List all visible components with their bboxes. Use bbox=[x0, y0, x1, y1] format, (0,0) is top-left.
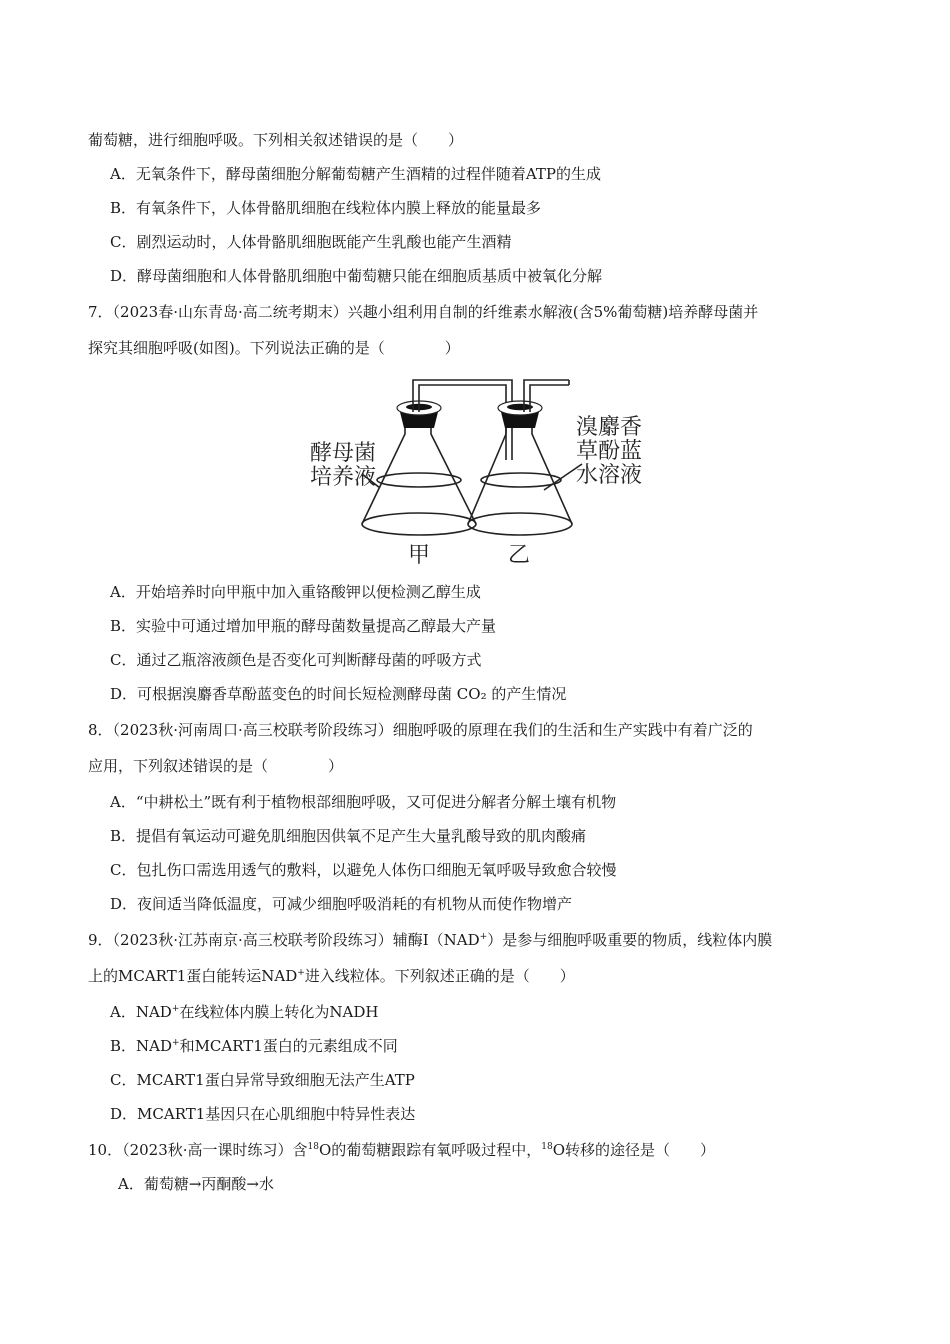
exhaust-tube-inner bbox=[530, 385, 569, 388]
q6-option-a: A．无氧条件下，酵母菌细胞分解葡萄糖产生酒精的过程伴随着ATP的生成 bbox=[110, 165, 601, 183]
q6-option-b: B．有氧条件下，人体骨骼肌细胞在线粒体内膜上释放的能量最多 bbox=[110, 199, 542, 217]
question-8-line-1: 8．（2023秋·河南周口·高三校联考阶段练习）细胞呼吸的原理在我们的生活和生产实践中有着广泛的 bbox=[88, 721, 753, 739]
q8-option-a: A．“中耕松土”既有利于植物根部细胞呼吸，又可促进分解者分解土壤有机物 bbox=[110, 793, 617, 811]
yeast-flask-diagram bbox=[300, 372, 660, 572]
flask-yi-liquid bbox=[481, 473, 561, 487]
flask-jia-body bbox=[362, 426, 476, 524]
question-8-line-2: 应用，下列叙述错误的是（ ） bbox=[88, 757, 344, 775]
q6-option-d: D．酵母菌细胞和人体骨骼肌细胞中葡萄糖只能在细胞质基质中被氧化分解 bbox=[110, 267, 603, 285]
q9-option-b: B．NAD+和MCART1蛋白的元素组成不同 bbox=[110, 1037, 398, 1055]
label-indicator-3: 水溶液 bbox=[576, 463, 643, 488]
q9-option-d: D．MCART1基因只在心肌细胞中特异性表达 bbox=[110, 1105, 416, 1123]
label-yeast-culture-1: 酵母菌 bbox=[310, 441, 377, 466]
question-9-line-1: 9．（2023秋·江苏南京·高三校联考阶段练习）辅酶Ⅰ（NAD+）是参与细胞呼吸重要的物质，线粒体内膜 bbox=[88, 931, 773, 949]
q8-option-d: D．夜间适当降低温度，可减少细胞呼吸消耗的有机物从而使作物增产 bbox=[110, 895, 573, 913]
question-6-stem: 葡萄糖，进行细胞呼吸。下列相关叙述错误的是（ ） bbox=[88, 131, 464, 149]
label-indicator-1: 溴麝香 bbox=[576, 415, 643, 440]
label-flask-yi: 乙 bbox=[508, 543, 531, 568]
flask-jia-base bbox=[362, 513, 476, 535]
q9-option-a: A．NAD+在线粒体内膜上转化为NADH bbox=[110, 1003, 379, 1021]
flask-yi-body bbox=[468, 426, 572, 524]
q10-option-a: A．葡萄糖→丙酮酸→水 bbox=[118, 1175, 274, 1193]
q9-option-c: C．MCART1蛋白异常导致细胞无法产生ATP bbox=[110, 1071, 415, 1089]
label-indicator-2: 草酚蓝 bbox=[576, 439, 643, 464]
q8-option-b: B．提倡有氧运动可避免肌细胞因供氧不足产生大量乳酸导致的肌肉酸痛 bbox=[110, 827, 587, 845]
flask-jia-liquid bbox=[377, 473, 461, 487]
question-7-line-2: 探究其细胞呼吸(如图)。下列说法正确的是（ ） bbox=[88, 339, 460, 357]
q7-option-d: D．可根据溴麝香草酚蓝变色的时间长短检测酵母菌 CO₂ 的产生情况 bbox=[110, 685, 567, 703]
label-yeast-culture-2: 培养液 bbox=[310, 465, 377, 490]
q7-option-b: B．实验中可通过增加甲瓶的酵母菌数量提高乙醇最大产量 bbox=[110, 617, 497, 635]
question-7-line-1: 7．（2023春·山东青岛·高二统考期末）兴趣小组利用自制的纤维素水解液(含5%葡萄糖)培养酵母菌并 bbox=[88, 303, 759, 321]
q8-option-c: C．包扎伤口需选用透气的敷料，以避免人体伤口细胞无氧呼吸导致愈合较慢 bbox=[110, 861, 617, 879]
q7-option-a: A．开始培养时向甲瓶中加入重铬酸钾以便检测乙醇生成 bbox=[110, 583, 481, 601]
question-9-line-2: 上的MCART1蛋白能转运NAD+进入线粒体。下列叙述正确的是（ ） bbox=[88, 967, 575, 985]
question-10-stem: 10．（2023秋·高一课时练习）含$^{18}$O的葡萄糖跟踪有氧呼吸过程中，$^{18}$O转移的途径是（ ） bbox=[88, 1141, 716, 1159]
q7-option-c: C．通过乙瓶溶液颜色是否变化可判断酵母菌的呼吸方式 bbox=[110, 651, 482, 669]
flask-yi-base bbox=[468, 513, 572, 535]
q6-option-c: C．剧烈运动时，人体骨骼肌细胞既能产生乳酸也能产生酒精 bbox=[110, 233, 512, 251]
label-flask-jia: 甲 bbox=[408, 543, 431, 568]
